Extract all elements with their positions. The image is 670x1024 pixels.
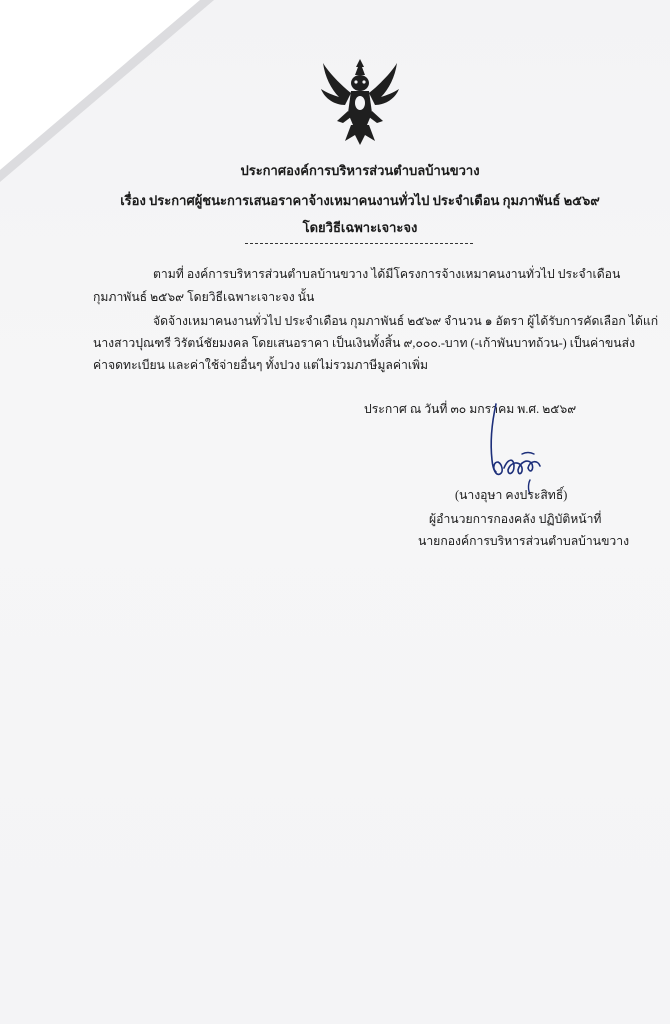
paragraph-1-line-1: ตามที่ องค์การบริหารส่วนตำบลบ้านขวาง ได้มีโครงการจ้างเหมาคนงานทั่วไป ประจำเดือน [153,267,621,281]
paragraph-2-line-3: ค่าจดทะเบียน และค่าใช้จ่ายอื่นๆ ทั้งปวง แต่ไม่รวมภาษีมูลค่าเพิ่ม [93,358,429,372]
paragraph-2-line-2: นางสาวปุณฑรี วิรัตน์ชัยมงคล โดยเสนอราคา เป็นเงินทั้งสิ้น ๙,๐๐๐.-บาท (-เก้าพันบาทถ้วน-) เป็นค่าขนส่ง [93,336,636,350]
paragraph-1-line-2: กุมภาพันธ์ ๒๕๖๙ โดยวิธีเฉพาะเจาะจง นั้น [93,290,315,304]
announcement-subject: เรื่อง ประกาศผู้ชนะการเสนอราคาจ้างเหมาคนงานทั่วไป ประจำเดือน กุมภาพันธ์ ๒๕๖๙ [120,193,600,208]
handwritten-signature [478,402,558,497]
garuda-emblem-icon [315,55,405,147]
signatory-position: ผู้อำนวยการกองคลัง ปฏิบัติหน้าที่ [429,512,602,526]
announcement-date: ประกาศ ณ วันที่ ๓๐ มกราคม พ.ศ. ๒๕๖๙ [364,402,577,416]
signatory-name: (นางอุษา คงประสิทธิ์) [455,488,568,502]
signatory-acting-for: นายกองค์การบริหารส่วนตำบลบ้านขวาง [418,534,630,548]
announcement-org: ประกาศองค์การบริหารส่วนตำบลบ้านขวาง [240,163,480,178]
paragraph-2-line-1: จัดจ้างเหมาคนงานทั่วไป ประจำเดือน กุมภาพันธ์ ๒๕๖๙ จำนวน ๑ อัตรา ผู้ได้รับการคัดเลือก ได้แก่ [153,314,659,328]
divider [245,243,473,244]
announcement-method: โดยวิธีเฉพาะเจาะจง [302,220,418,235]
